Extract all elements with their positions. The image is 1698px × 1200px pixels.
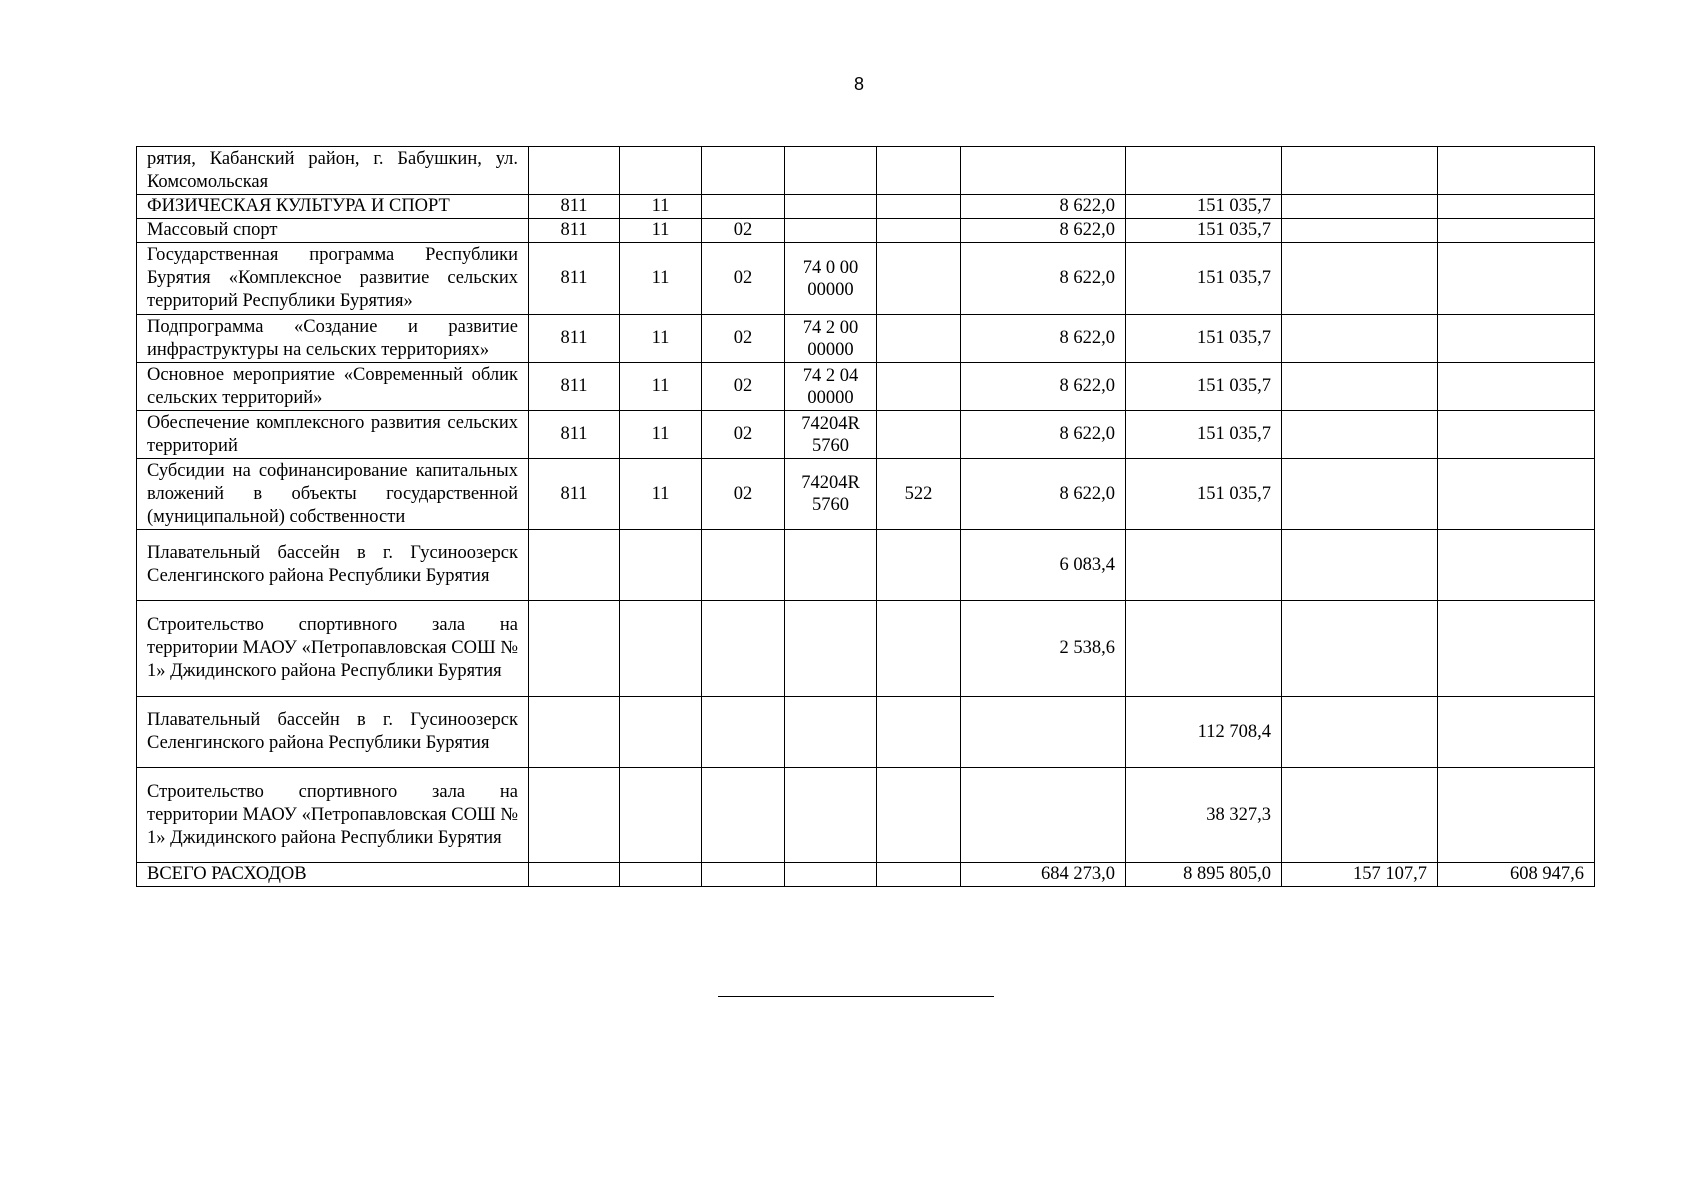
table-cell-rz: 11 [620, 243, 702, 315]
table-cell-amount-2: 112 708,4 [1126, 697, 1282, 768]
table-cell-vr [877, 219, 961, 243]
table-cell-pr: 02 [702, 363, 785, 411]
table-cell-pr [702, 195, 785, 219]
table-cell-amount-4 [1438, 315, 1595, 363]
table-cell-name: Государственная программа Республики Бурятия «Комплексное развитие сельских территорий Республики Бурятия» [137, 243, 529, 315]
table-cell-vr [877, 601, 961, 697]
table-cell-ved [529, 863, 620, 887]
table-cell-amount-3 [1282, 768, 1438, 863]
table-cell-amount-1 [961, 147, 1126, 195]
table-cell-rz: 11 [620, 411, 702, 459]
table-cell-vr [877, 243, 961, 315]
table-row [137, 459, 1595, 530]
table-cell-pr: 02 [702, 411, 785, 459]
table-row [137, 195, 1595, 219]
table-cell-csr [785, 863, 877, 887]
table-cell-amount-4 [1438, 697, 1595, 768]
table-cell-amount-2 [1126, 147, 1282, 195]
table-cell-amount-1: 8 622,0 [961, 459, 1126, 530]
table-cell-name: ФИЗИЧЕСКАЯ КУЛЬТУРА И СПОРТ [137, 195, 529, 219]
table-cell-csr: 74 0 00 00000 [785, 243, 877, 315]
table-row [137, 219, 1595, 243]
table-cell-pr [702, 697, 785, 768]
table-cell-ved: 811 [529, 315, 620, 363]
table-cell-amount-4 [1438, 147, 1595, 195]
table-cell-pr: 02 [702, 243, 785, 315]
table-cell-csr [785, 697, 877, 768]
table-cell-amount-1: 8 622,0 [961, 363, 1126, 411]
table-cell-vr [877, 315, 961, 363]
table-row [137, 363, 1595, 411]
table-cell-ved: 811 [529, 243, 620, 315]
table-cell-amount-2: 151 035,7 [1126, 219, 1282, 243]
table-cell-name: ВСЕГО РАСХОДОВ [137, 863, 529, 887]
table-cell-amount-3 [1282, 530, 1438, 601]
table-cell-vr [877, 530, 961, 601]
table-cell-ved [529, 697, 620, 768]
table-cell-rz [620, 601, 702, 697]
table-cell-vr [877, 768, 961, 863]
table-cell-name: Подпрограмма «Создание и развитие инфраструктуры на сельских территориях» [137, 315, 529, 363]
table-cell-pr [702, 768, 785, 863]
table-cell-amount-4 [1438, 768, 1595, 863]
table-cell-amount-1 [961, 697, 1126, 768]
table-cell-amount-4: 608 947,6 [1438, 863, 1595, 887]
table-cell-amount-3: 157 107,7 [1282, 863, 1438, 887]
table-cell-name: Обеспечение комплексного развития сельских территорий [137, 411, 529, 459]
table-row [137, 697, 1595, 768]
table-cell-vr [877, 363, 961, 411]
table-row [137, 530, 1595, 601]
table-cell-amount-4 [1438, 195, 1595, 219]
table-cell-amount-3 [1282, 315, 1438, 363]
table-cell-name: Массовый спорт [137, 219, 529, 243]
table-cell-ved: 811 [529, 411, 620, 459]
table-cell-rz: 11 [620, 363, 702, 411]
table-cell-ved: 811 [529, 195, 620, 219]
table-cell-csr: 74 2 00 00000 [785, 315, 877, 363]
table-row [137, 315, 1595, 363]
table-cell-amount-4 [1438, 411, 1595, 459]
table-cell-pr: 02 [702, 459, 785, 530]
table-cell-ved [529, 147, 620, 195]
table-cell-name: Строительство спортивного зала на территории МАОУ «Петропавловская СОШ № 1» Джидинского района Республики Бурятия [137, 768, 529, 863]
table-cell-amount-2 [1126, 601, 1282, 697]
table-cell-amount-2: 151 035,7 [1126, 459, 1282, 530]
table-cell-vr [877, 147, 961, 195]
table-cell-amount-2: 8 895 805,0 [1126, 863, 1282, 887]
table-cell-name: Плавательный бассейн в г. Гусиноозерск Селенгинского района Республики Бурятия [137, 697, 529, 768]
table-cell-name: рятия, Кабанский район, г. Бабушкин, ул. Комсомольская [137, 147, 529, 195]
table-cell-amount-1: 2 538,6 [961, 601, 1126, 697]
table-cell-amount-1: 8 622,0 [961, 315, 1126, 363]
table-cell-csr [785, 147, 877, 195]
table-cell-amount-3 [1282, 411, 1438, 459]
table-cell-rz: 11 [620, 195, 702, 219]
table-cell-amount-2: 151 035,7 [1126, 363, 1282, 411]
table-cell-pr [702, 147, 785, 195]
table-cell-amount-3 [1282, 219, 1438, 243]
table-cell-amount-3 [1282, 363, 1438, 411]
table-cell-ved [529, 601, 620, 697]
table-cell-rz [620, 697, 702, 768]
table-cell-amount-1 [961, 768, 1126, 863]
expenditure-table [136, 146, 1595, 887]
table-cell-csr [785, 195, 877, 219]
table-cell-rz: 11 [620, 459, 702, 530]
table-cell-ved: 811 [529, 363, 620, 411]
table-cell-csr: 74204R 5760 [785, 411, 877, 459]
table-cell-amount-1: 8 622,0 [961, 195, 1126, 219]
table-cell-amount-4 [1438, 601, 1595, 697]
table-cell-amount-4 [1438, 530, 1595, 601]
table-row [137, 243, 1595, 315]
table-cell-pr [702, 530, 785, 601]
table-cell-name: Строительство спортивного зала на территории МАОУ «Петропавловская СОШ № 1» Джидинского района Республики Бурятия [137, 601, 529, 697]
table-cell-amount-3 [1282, 697, 1438, 768]
table-cell-vr [877, 863, 961, 887]
table-cell-amount-4 [1438, 459, 1595, 530]
table-cell-amount-2: 151 035,7 [1126, 243, 1282, 315]
table-cell-csr [785, 768, 877, 863]
table-cell-pr [702, 601, 785, 697]
table-cell-rz [620, 863, 702, 887]
table-row [137, 411, 1595, 459]
table-cell-ved [529, 530, 620, 601]
table-row [137, 147, 1595, 195]
table-cell-rz [620, 768, 702, 863]
table-cell-name: Плавательный бассейн в г. Гусиноозерск Селенгинского района Республики Бурятия [137, 530, 529, 601]
table-cell-amount-2: 151 035,7 [1126, 195, 1282, 219]
table-cell-pr: 02 [702, 315, 785, 363]
table-cell-amount-2: 38 327,3 [1126, 768, 1282, 863]
table-cell-amount-3 [1282, 459, 1438, 530]
table-cell-amount-4 [1438, 243, 1595, 315]
table-row [137, 768, 1595, 863]
table-cell-vr: 522 [877, 459, 961, 530]
table-cell-amount-1: 8 622,0 [961, 411, 1126, 459]
table-cell-vr [877, 697, 961, 768]
table-row [137, 601, 1595, 697]
table-cell-amount-2: 151 035,7 [1126, 315, 1282, 363]
table-cell-csr [785, 601, 877, 697]
page-number: 8 [853, 74, 864, 94]
table-cell-ved: 811 [529, 459, 620, 530]
table-cell-amount-2 [1126, 530, 1282, 601]
table-cell-rz [620, 530, 702, 601]
table-cell-vr [877, 195, 961, 219]
table-cell-name: Субсидии на софинансирование капитальных вложений в объекты государственной (муниципальной) собственности [137, 459, 529, 530]
end-of-document-line [718, 996, 994, 997]
table-row [137, 863, 1595, 887]
table-cell-name: Основное мероприятие «Современный облик сельских территорий» [137, 363, 529, 411]
table-cell-amount-3 [1282, 243, 1438, 315]
table-cell-csr: 74 2 04 00000 [785, 363, 877, 411]
table-cell-amount-1: 8 622,0 [961, 219, 1126, 243]
table-cell-vr [877, 411, 961, 459]
table-cell-amount-3 [1282, 147, 1438, 195]
table-cell-amount-4 [1438, 363, 1595, 411]
table-cell-csr [785, 219, 877, 243]
table-cell-amount-3 [1282, 195, 1438, 219]
table-cell-ved [529, 768, 620, 863]
table-cell-amount-1: 8 622,0 [961, 243, 1126, 315]
table-cell-rz: 11 [620, 219, 702, 243]
table-cell-ved: 811 [529, 219, 620, 243]
table-cell-pr: 02 [702, 219, 785, 243]
table-cell-rz [620, 147, 702, 195]
table-cell-pr [702, 863, 785, 887]
table-cell-csr: 74204R 5760 [785, 459, 877, 530]
table-cell-csr [785, 530, 877, 601]
table-cell-amount-1: 6 083,4 [961, 530, 1126, 601]
table-cell-amount-4 [1438, 219, 1595, 243]
table-cell-rz: 11 [620, 315, 702, 363]
table-cell-amount-3 [1282, 601, 1438, 697]
table-cell-amount-2: 151 035,7 [1126, 411, 1282, 459]
table-cell-amount-1: 684 273,0 [961, 863, 1126, 887]
